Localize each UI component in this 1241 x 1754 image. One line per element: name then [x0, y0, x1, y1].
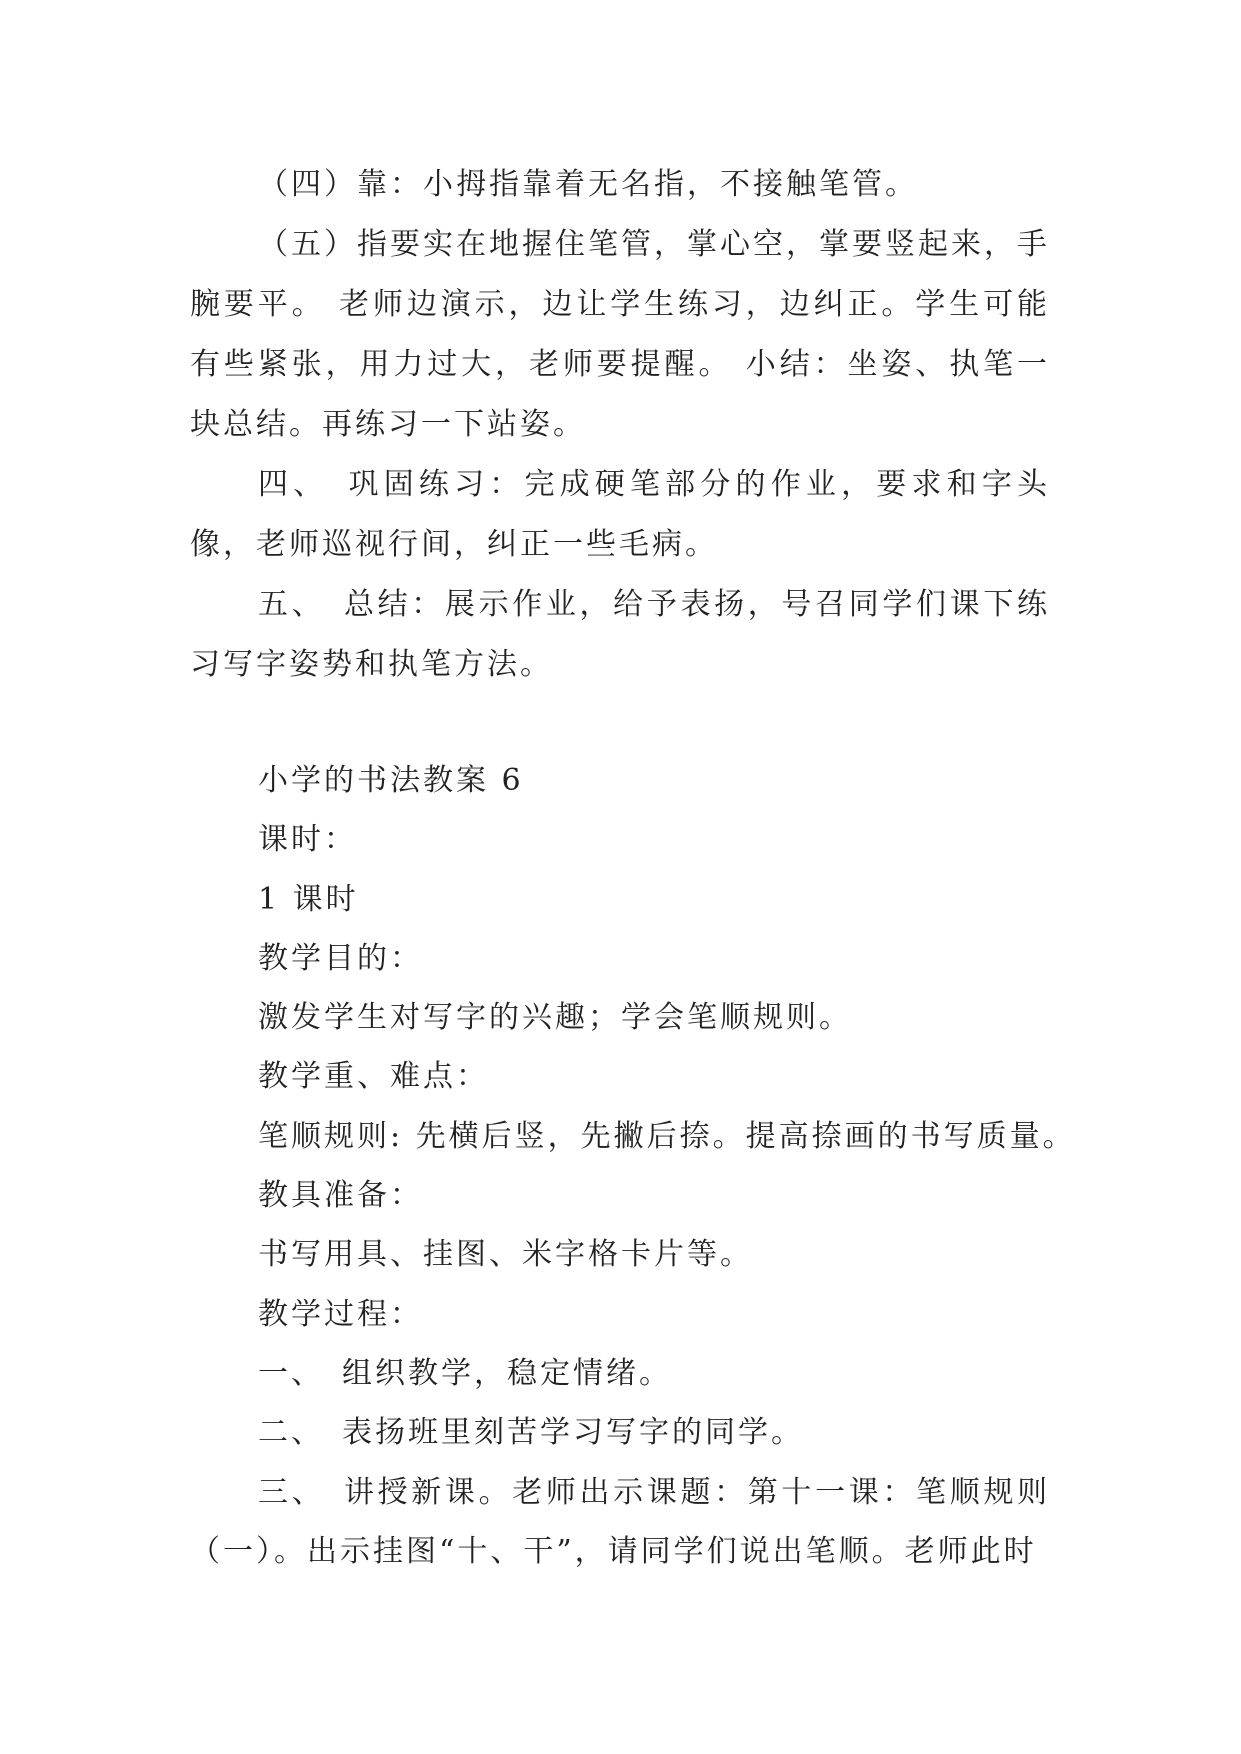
lesson-plan-6 [190, 751, 1076, 1581]
paragraph-summary: 五、 总结：展示作业，给予表扬，号召同学们课下练习写字姿势和执笔方法。 [190, 587, 1050, 682]
label-key-points: 教学重、难点： [258, 1059, 489, 1095]
step-one: 一、 组织教学，稳定情绪。 [258, 1355, 672, 1391]
label-class-hours: 课时： [258, 822, 357, 858]
value-teaching-goal: 激发学生对写字的兴趣；学会笔顺规则。 [258, 1000, 852, 1036]
label-teaching-goal: 教学目的： [258, 940, 423, 976]
value-teaching-aids: 书写用具、挂图、米字格卡片等。 [258, 1237, 753, 1273]
step-three: 三、 讲授新课。老师出示课题：第十一课：笔顺规则（一）。出示挂图“十、干”，请同学们说出笔顺。老师此时 [190, 1474, 1050, 1569]
label-teaching-aids: 教具准备： [258, 1178, 423, 1214]
paragraph-grip-rule: （五）指要实在地握住笔管，掌心空，掌要竖起来，手腕要平。 老师边演示，边让学生练习，边纠正。学生可能有些紧张，用力过大，老师要提醒。 小结：坐姿、执笔一块总结。再练习一下站姿。 [190, 227, 1050, 442]
paragraph-thumb-rule: （四）靠：小拇指靠着无名指，不接触笔管。 [258, 167, 918, 202]
value-class-hours: 1 课时 [258, 881, 359, 917]
value-key-points: 笔顺规则: 先横后竖，先撇后捺。提高捺画的书写质量。 [258, 1118, 1076, 1154]
paragraph-consolidation: 四、 巩固练习：完成硬笔部分的作业，要求和字头像，老师巡视行间，纠正一些毛病。 [190, 467, 1050, 562]
lesson-plan-continuation [190, 155, 1050, 695]
step-two: 二、 表扬班里刻苦学习写字的同学。 [258, 1415, 804, 1451]
section-title: 小学的书法教案 6 [258, 763, 524, 798]
label-teaching-process: 教学过程： [258, 1296, 423, 1332]
